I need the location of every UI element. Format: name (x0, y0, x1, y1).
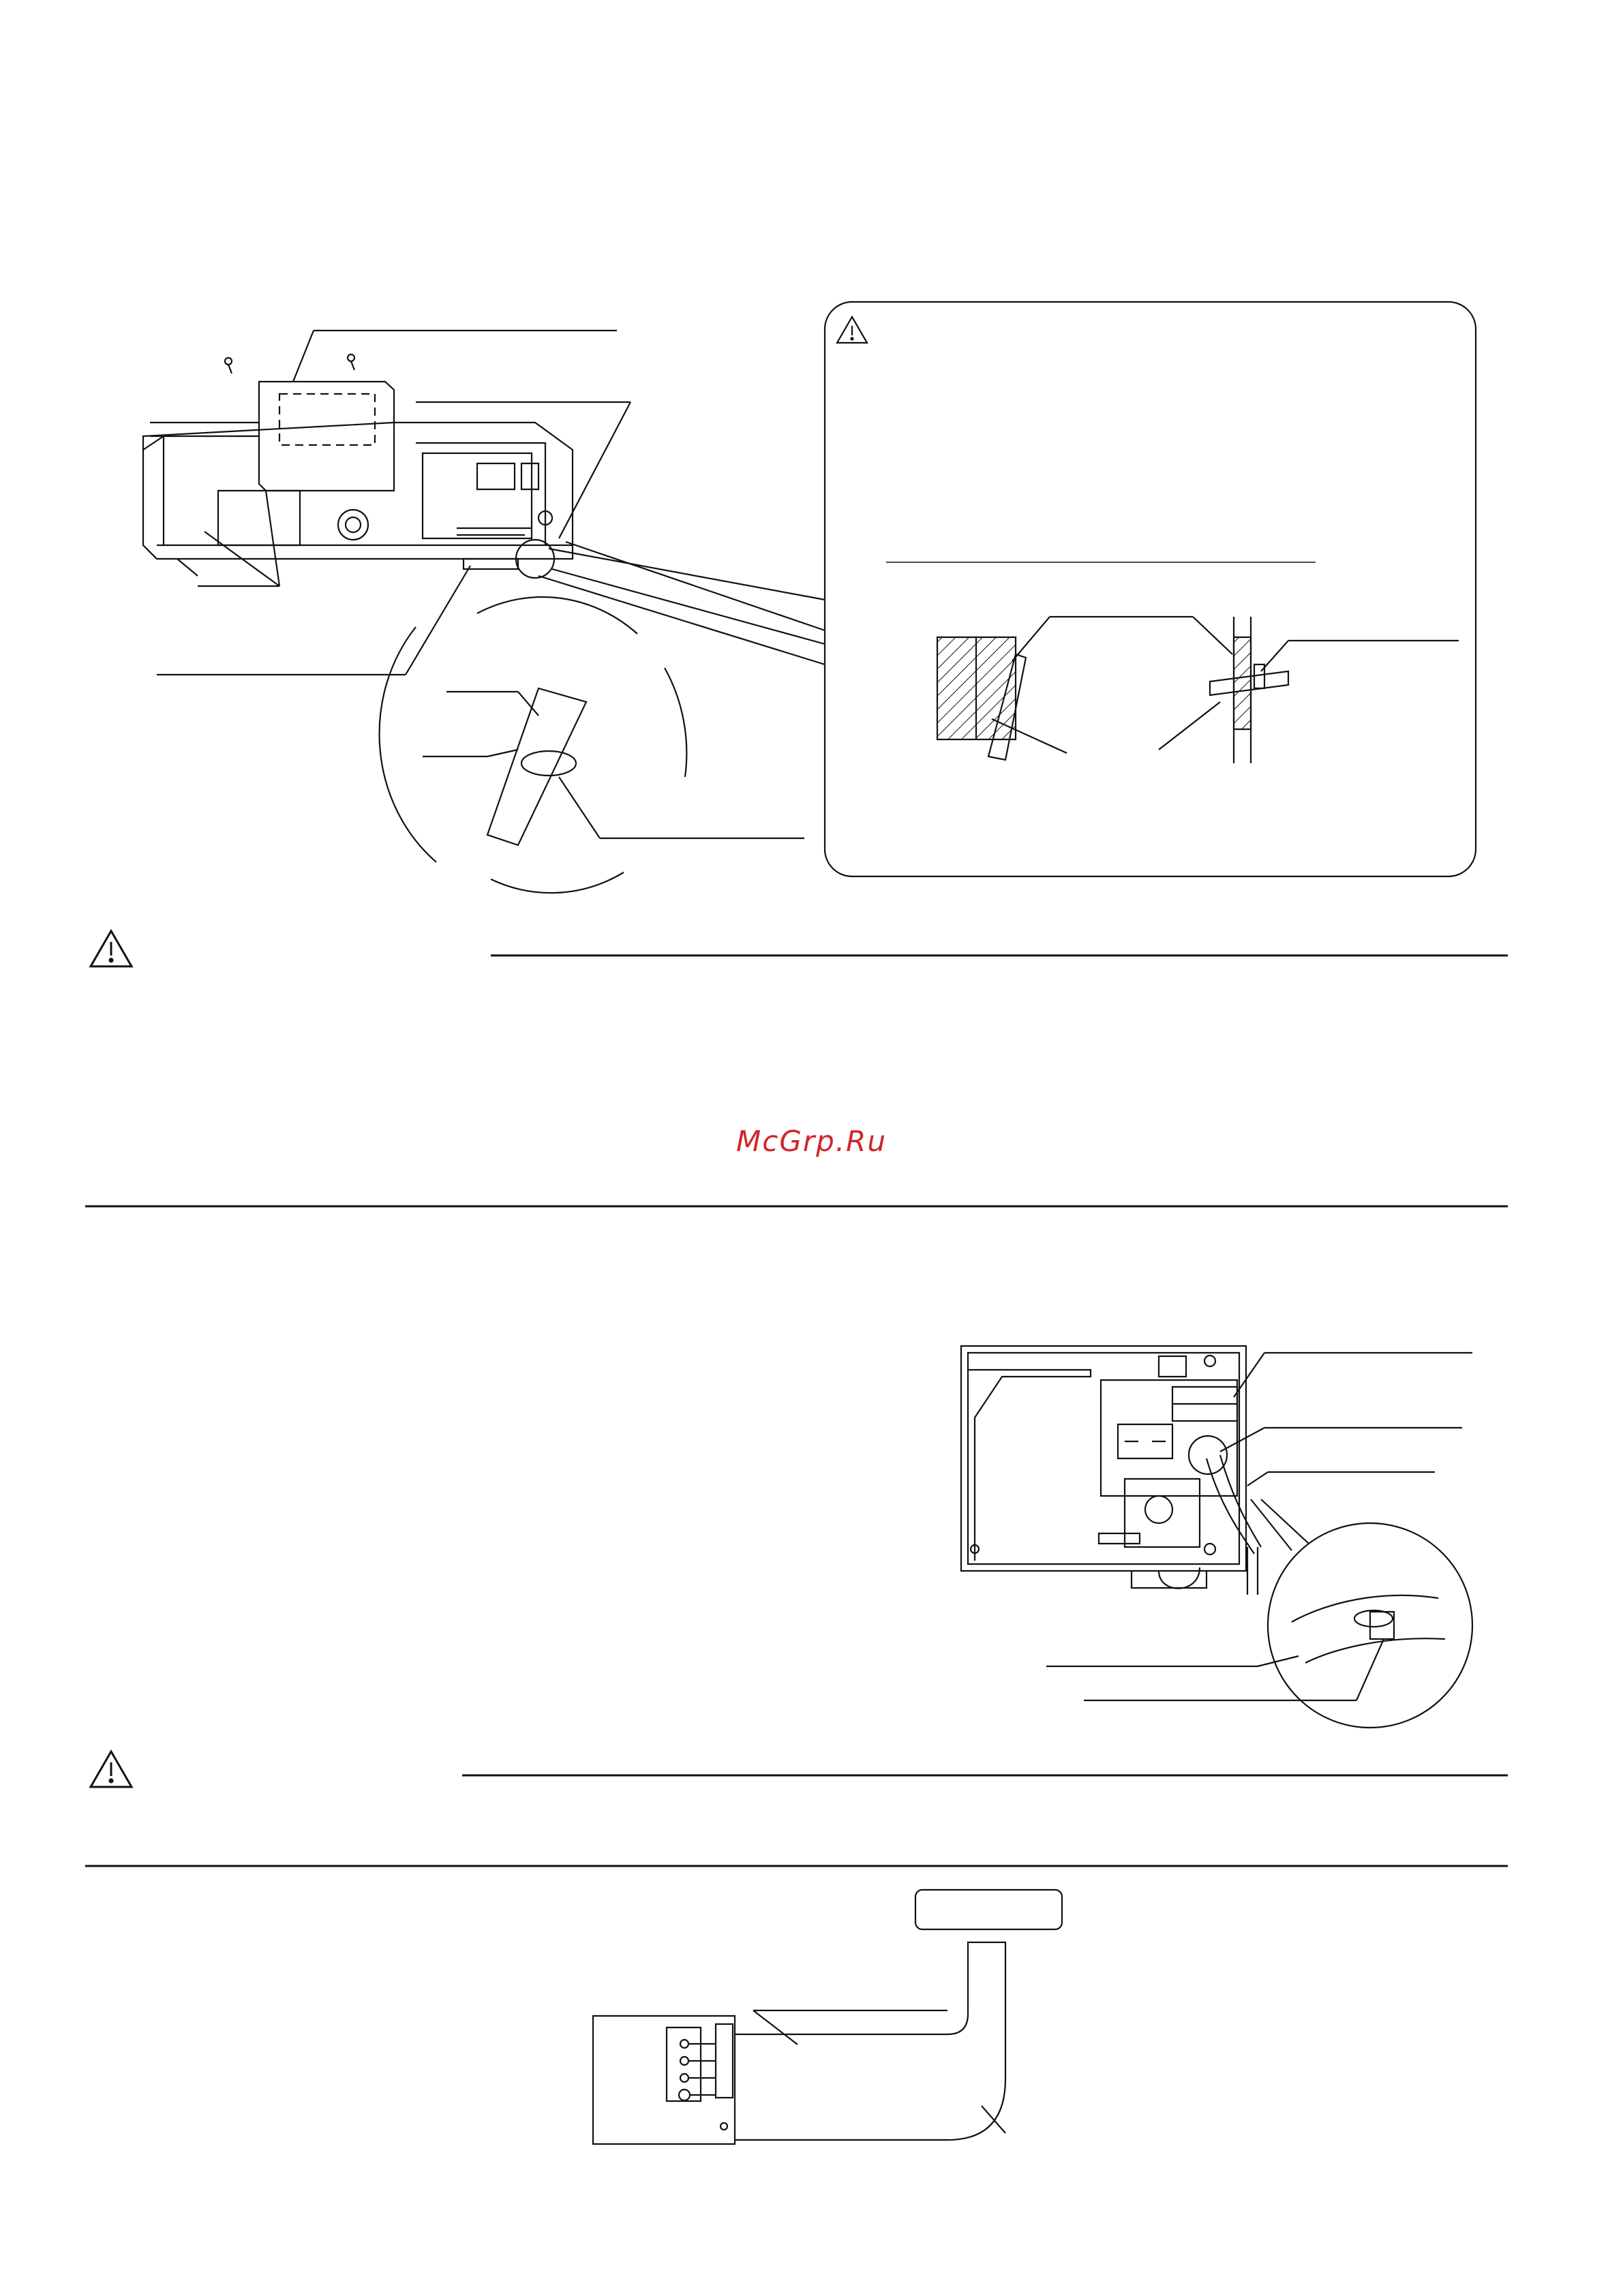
control-box-diagram (961, 1346, 1472, 1728)
warning-triangle-icon (91, 1751, 132, 1787)
wiring-diagram (593, 1890, 1062, 2144)
section-rules (85, 931, 1508, 1866)
warning-triangle-icon (91, 931, 132, 966)
caution-detail-box (825, 302, 1476, 876)
watermark-text: McGrp.Ru (736, 1124, 887, 1158)
unit-cover-diagram (143, 331, 825, 893)
